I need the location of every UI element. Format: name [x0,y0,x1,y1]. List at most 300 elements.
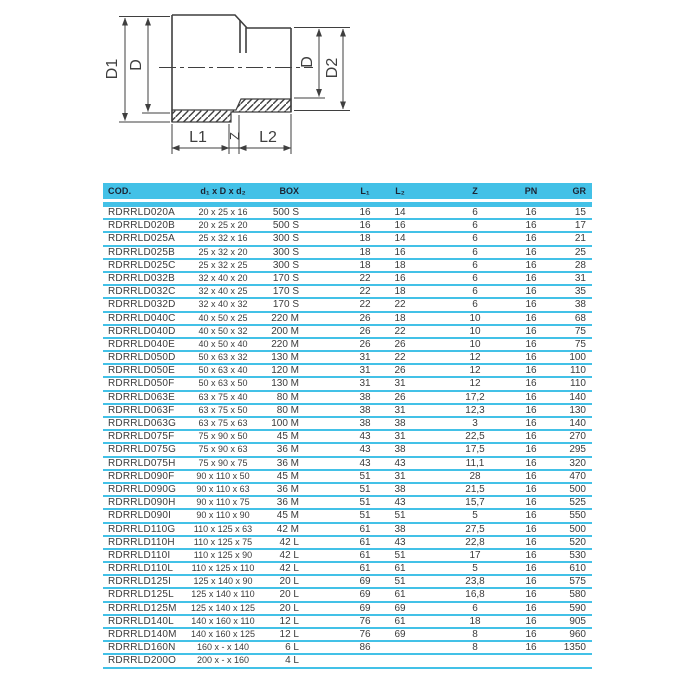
table-row [103,365,592,378]
cell-pn: 16 [525,325,537,337]
cell-pn: 16 [525,418,537,429]
cell-pn: 16 [525,286,537,298]
cell-cod: RDRRLD090H [108,497,176,509]
table-row [103,352,592,365]
table-body [103,207,592,669]
cell-gr: 17 [574,220,586,232]
cell-l2: 31 [394,404,406,416]
cell-l1: 16 [359,207,371,218]
cell-l2 [370,655,430,666]
cell-gr: 320 [569,457,586,469]
cell-z: 22,5 [465,431,485,443]
cell-cod: RDRRLD110L [108,563,174,575]
cell-box: 42 L [279,563,299,575]
cell-box: 300 S [272,246,299,258]
cell-pn: 16 [525,365,537,377]
cell-l1: 61 [359,563,371,575]
cell-gr: 295 [569,444,586,456]
cell-pn: 16 [525,246,537,258]
cell-dims: 90 x 110 x 63 [196,483,250,494]
cell-box: 130 M [271,352,299,364]
cell-cod: RDRRLD025C [108,259,176,271]
cell-box: 42 M [276,523,299,535]
table-header [103,183,592,199]
header-cell-l1: L₁ [360,186,370,196]
cell-pn: 16 [525,483,537,495]
cell-gr: 75 [574,325,586,337]
cell-pn: 16 [525,259,537,271]
cell-dims: 50 x 63 x 50 [198,378,248,389]
dimension-label-z: Z [227,132,242,140]
cell-box: 36 M [276,457,299,469]
cell-dims: 110 x 125 x 110 [191,563,255,574]
cell-pn: 16 [525,576,537,588]
cell-box: 170 S [272,299,299,311]
header-cell-gr: GR [572,186,586,196]
table-row [103,339,592,352]
cell-dims: 90 x 110 x 90 [196,510,250,521]
cell-box: 120 M [271,365,299,377]
cell-l2: 14 [394,207,406,218]
cell-box: 36 M [276,497,299,509]
cell-gr: 590 [569,602,586,614]
cell-l1: 43 [359,444,371,456]
table-row [103,589,592,602]
dimension-label-d2: D2 [324,57,341,79]
cell-l1: 31 [359,365,371,377]
table-row [103,233,592,246]
cell-box: 80 M [276,391,299,403]
cell-z: 21,5 [465,483,485,495]
cell-gr: 110 [570,365,586,377]
cell-gr: 500 [569,483,586,495]
cell-l2: 16 [394,272,406,284]
cell-l1: 76 [359,615,371,627]
cell-dims: 40 x 50 x 25 [198,312,248,323]
table-row [103,471,592,484]
cell-box: 80 M [276,404,299,416]
cell-l1: 43 [359,457,371,469]
cell-gr: 21 [574,233,586,245]
cell-z: 8 [472,642,478,654]
technical-drawing [0,0,700,178]
cell-cod: RDRRLD090I [108,510,172,522]
cell-l2: 61 [394,589,406,601]
cell-z: 22,8 [465,536,485,548]
cell-gr: 75 [574,338,586,350]
cell-dims: 125 x 140 x 90 [193,576,253,587]
cell-cod: RDRRLD125L [108,589,174,601]
cell-cod: RDRRLD020A [108,207,176,218]
header-cell-z: Z [472,186,478,196]
cell-dims: 200 x - x 160 [196,655,250,666]
cell-cod: RDRRLD020B [108,220,176,232]
cell-pn: 16 [525,404,537,416]
cell-dims: 75 x 90 x 75 [198,457,248,468]
cell-pn: 16 [525,536,537,548]
cell-z: 11,1 [465,457,485,469]
cell-pn: 16 [525,470,537,482]
cell-l2: 51 [394,549,406,561]
cell-cod: RDRRLD032D [108,299,176,311]
cell-dims: 32 x 40 x 25 [198,286,248,297]
cell-dims: 63 x 75 x 63 [198,418,248,428]
cell-l2: 16 [394,220,406,232]
cell-z: 10 [469,338,481,350]
cell-z: 6 [472,220,478,232]
cell-box: 6 L [285,642,299,654]
cell-z: 10 [469,312,481,324]
cell-gr: 110 [570,378,586,390]
cell-cod: RDRRLD125I [108,576,172,588]
cell-z: 28 [469,470,481,482]
cell-box: 500 S [272,207,299,218]
cell-dims: 32 x 40 x 32 [198,299,248,310]
cell-cod: RDRRLD140L [108,615,174,627]
cell-dims: 25 x 32 x 20 [198,246,248,257]
cell-l1: 51 [359,483,371,495]
cell-l1: 18 [359,233,371,245]
cell-dims: 25 x 32 x 16 [198,233,248,244]
cell-z: 15,7 [465,497,485,509]
cell-dims: 63 x 75 x 50 [198,404,248,415]
cell-gr: 140 [569,391,586,403]
cell-l2: 51 [394,510,406,522]
cell-cod: RDRRLD125M [108,602,177,614]
cell-box: 12 L [279,615,299,627]
cell-z: 12 [469,378,481,390]
cell-dims: 110 x 125 x 90 [193,549,253,560]
table-row [103,247,592,260]
cell-z: 6 [472,246,478,258]
cell-gr: 100 [569,352,586,364]
cell-l2: 22 [394,325,406,337]
cell-z: 6 [472,259,478,271]
cell-z: 16,8 [465,589,485,601]
table-row [103,207,592,220]
table-row [103,510,592,523]
cell-cod: RDRRLD025A [108,233,176,245]
cell-dims: 160 x - x 140 [196,642,250,653]
cell-gr: 31 [574,272,586,284]
cell-cod: RDRRLD025B [108,246,176,258]
cell-z: 8 [472,629,478,640]
cell-box: 220 M [271,338,299,350]
cell-cod: RDRRLD063G [108,418,177,429]
cell-l2: 43 [394,457,406,469]
cell-pn: 16 [525,523,537,535]
cell-pn: 16 [525,233,537,245]
product-table [103,183,592,669]
cell-gr: 500 [569,523,586,535]
cell-cod: RDRRLD110H [108,536,175,548]
table-row [103,313,592,326]
cell-l2: 61 [394,615,406,627]
fitting-section-wall [172,99,291,122]
cell-cod: RDRRLD075H [108,457,176,469]
cell-z [445,655,505,666]
cell-l1: 51 [359,470,371,482]
cell-l1: 43 [359,431,371,443]
cell-gr: 140 [569,418,586,429]
cell-l1: 69 [359,576,371,588]
cell-l2: 31 [394,378,406,390]
cell-l1: 38 [359,391,371,403]
cell-box: 300 S [272,259,299,271]
cell-pn: 16 [525,642,537,654]
dimension-label-l1: L1 [189,129,207,146]
cell-l2: 61 [394,563,406,575]
table-row [103,444,592,457]
cell-z: 5 [472,563,478,575]
cell-dims: 125 x 140 x 110 [191,589,255,600]
cell-dims: 40 x 50 x 40 [198,338,248,349]
cell-l2: 18 [394,312,406,324]
table-row [103,299,592,312]
cell-cod: RDRRLD050F [108,378,175,390]
cell-dims: 125 x 140 x 125 [190,602,256,613]
cell-z: 17 [469,549,481,561]
cell-l1: 61 [359,549,371,561]
cell-gr: 530 [569,549,586,561]
table-row [103,458,592,471]
table-row [103,418,592,431]
cell-box: 500 S [272,220,299,232]
cell-gr: 610 [569,563,586,575]
cell-pn: 16 [525,457,537,469]
cell-l1: 38 [359,418,371,429]
cell-pn: 16 [525,615,537,627]
cell-box: 42 L [279,549,299,561]
cell-l2: 69 [394,629,406,640]
cell-dims: 140 x 160 x 125 [190,629,256,639]
cell-l1: 16 [359,220,371,232]
cell-box: 20 L [279,576,299,588]
cell-box: 42 L [279,536,299,548]
cell-z: 12,3 [465,404,485,416]
cell-l2: 31 [394,431,406,443]
cell-gr: 68 [574,312,586,324]
cell-z: 27,5 [465,523,485,535]
cell-box: 200 M [271,325,299,337]
cell-gr: 1350 [563,642,586,654]
cell-gr [527,655,586,666]
table-row [103,524,592,537]
header-cell-cod: COD. [108,186,132,196]
table-row [103,484,592,497]
cell-pn: 16 [525,338,537,350]
cell-z: 12 [469,365,481,377]
cell-z: 12 [469,352,481,364]
cell-box: 300 S [272,233,299,245]
cell-z: 6 [472,286,478,298]
cell-l2: 69 [394,602,406,614]
cell-cod: RDRRLD110G [108,523,176,535]
cell-l1: 22 [359,299,371,311]
header-cell-dims: d₁ x D x d₂ [200,186,246,196]
cell-l1: 69 [359,602,371,614]
cell-z: 17,2 [465,391,485,403]
cell-gr: 38 [574,299,586,311]
dimension-label-d1: D1 [104,58,121,80]
cell-gr: 960 [569,629,586,640]
table-row [103,220,592,233]
cell-gr: 520 [569,536,586,548]
cell-z: 3 [472,418,478,429]
cell-box: 130 M [271,378,299,390]
cell-dims: 110 x 125 x 75 [193,536,253,547]
cell-l1: 26 [359,325,371,337]
cell-z: 6 [472,233,478,245]
cell-cod: RDRRLD050E [108,365,176,377]
cell-dims: 110 x 125 x 63 [193,523,253,534]
cell-l1: 18 [359,259,371,271]
cell-pn: 16 [525,497,537,509]
cell-box: 170 S [272,272,299,284]
cell-pn: 16 [525,629,537,640]
cell-l1: 51 [359,497,371,509]
cell-l2: 26 [394,365,406,377]
cell-z: 6 [472,272,478,284]
table-row [103,616,592,629]
cell-dims: 20 x 25 x 20 [198,220,248,231]
cell-l2: 38 [394,523,406,535]
cell-l1: 86 [359,642,371,654]
cell-l2: 38 [394,483,406,495]
table-row [103,286,592,299]
cell-l2: 18 [394,259,406,271]
cell-box: 45 M [276,470,299,482]
cell-pn: 16 [525,391,537,403]
cell-z: 18 [469,615,481,627]
cell-cod: RDRRLD075G [108,444,177,456]
cell-l1: 61 [359,523,371,535]
cell-pn: 16 [525,563,537,575]
cell-cod: RDRRLD075F [108,431,175,443]
cell-l2: 18 [394,286,406,298]
cell-l2: 31 [394,470,406,482]
cell-cod: RDRRLD032B [108,272,176,284]
cell-l2: 14 [394,233,406,245]
cell-l2: 51 [394,576,406,588]
cell-cod: RDRRLD050D [108,352,176,364]
table-row [103,405,592,418]
cell-dims: 50 x 63 x 32 [198,352,248,363]
cell-box: 36 M [276,444,299,456]
cell-l1: 26 [359,312,371,324]
cell-cod: RDRRLD040C [108,312,176,324]
cell-l2: 38 [394,418,406,429]
cell-pn: 16 [525,272,537,284]
cell-l1: 26 [359,338,371,350]
cell-pn: 16 [525,220,537,232]
cell-gr: 35 [574,286,586,298]
cell-box: 4 L [285,655,299,667]
cell-z: 23,8 [465,576,485,588]
cell-dims: 90 x 110 x 50 [196,470,250,481]
cell-gr: 470 [569,470,586,482]
table-row [103,603,592,616]
cell-box: 12 L [279,629,299,640]
cell-dims: 50 x 63 x 40 [198,365,248,376]
cell-gr: 15 [574,207,586,218]
dimension-label-l2: L2 [259,129,277,146]
cell-pn: 16 [525,602,537,614]
dimension-label-d-right: D [299,56,316,68]
cell-cod: RDRRLD110I [108,549,171,561]
table-row [103,576,592,589]
cell-dims: 75 x 90 x 50 [198,431,248,442]
cell-l1: 61 [359,536,371,548]
table-row [103,392,592,405]
header-cell-pn: PN [524,186,538,196]
cell-z: 6 [472,207,478,218]
cell-l2: 26 [394,391,406,403]
cell-pn: 16 [525,312,537,324]
cell-cod: RDRRLD063E [108,391,176,403]
cell-l1: 31 [359,378,371,390]
cell-gr: 28 [574,259,586,271]
dimension-label-d-left: D [128,59,145,71]
cell-cod: RDRRLD160N [108,642,176,654]
table-row [103,629,592,642]
cell-l2: 16 [394,246,406,258]
table-row [103,497,592,510]
cell-z: 17,5 [465,444,485,456]
cell-cod: RDRRLD032C [108,286,176,298]
table-row [103,431,592,444]
table-row [103,537,592,550]
cell-l1: 22 [359,286,371,298]
cell-cod: RDRRLD200O [108,655,177,667]
cell-gr: 525 [569,497,586,509]
cell-z: 6 [472,299,478,311]
cell-dims: 40 x 50 x 32 [198,325,248,336]
cell-box: 45 M [276,431,299,443]
cell-pn: 16 [525,444,537,456]
cell-dims: 140 x 160 x 110 [191,615,255,626]
cell-l2: 38 [394,444,406,456]
cell-z: 6 [472,602,478,614]
table-row [103,642,592,655]
cell-cod: RDRRLD090G [108,483,177,495]
cell-l2: 43 [394,497,406,509]
cell-cod: RDRRLD040D [108,325,176,337]
cell-pn: 16 [525,299,537,311]
table-row [103,378,592,391]
cell-gr: 905 [569,615,586,627]
cell-dims: 75 x 90 x 63 [198,444,248,455]
table-row [103,563,592,576]
cell-l1: 22 [359,272,371,284]
cell-gr: 550 [569,510,586,522]
cell-l2: 26 [394,338,406,350]
cell-pn: 16 [525,510,537,522]
cell-pn: 16 [525,431,537,443]
table-row [103,260,592,273]
table-row [103,655,592,668]
cell-dims: 63 x 75 x 40 [198,391,248,402]
cell-l2: 43 [394,536,406,548]
cell-l1: 38 [359,404,371,416]
cell-gr: 25 [574,246,586,258]
cell-box: 36 M [276,483,299,495]
cell-pn: 16 [525,549,537,561]
cell-pn: 16 [525,378,537,390]
cell-dims: 32 x 40 x 20 [198,272,248,283]
cell-cod: RDRRLD140M [108,629,177,640]
cell-l1: 69 [359,589,371,601]
